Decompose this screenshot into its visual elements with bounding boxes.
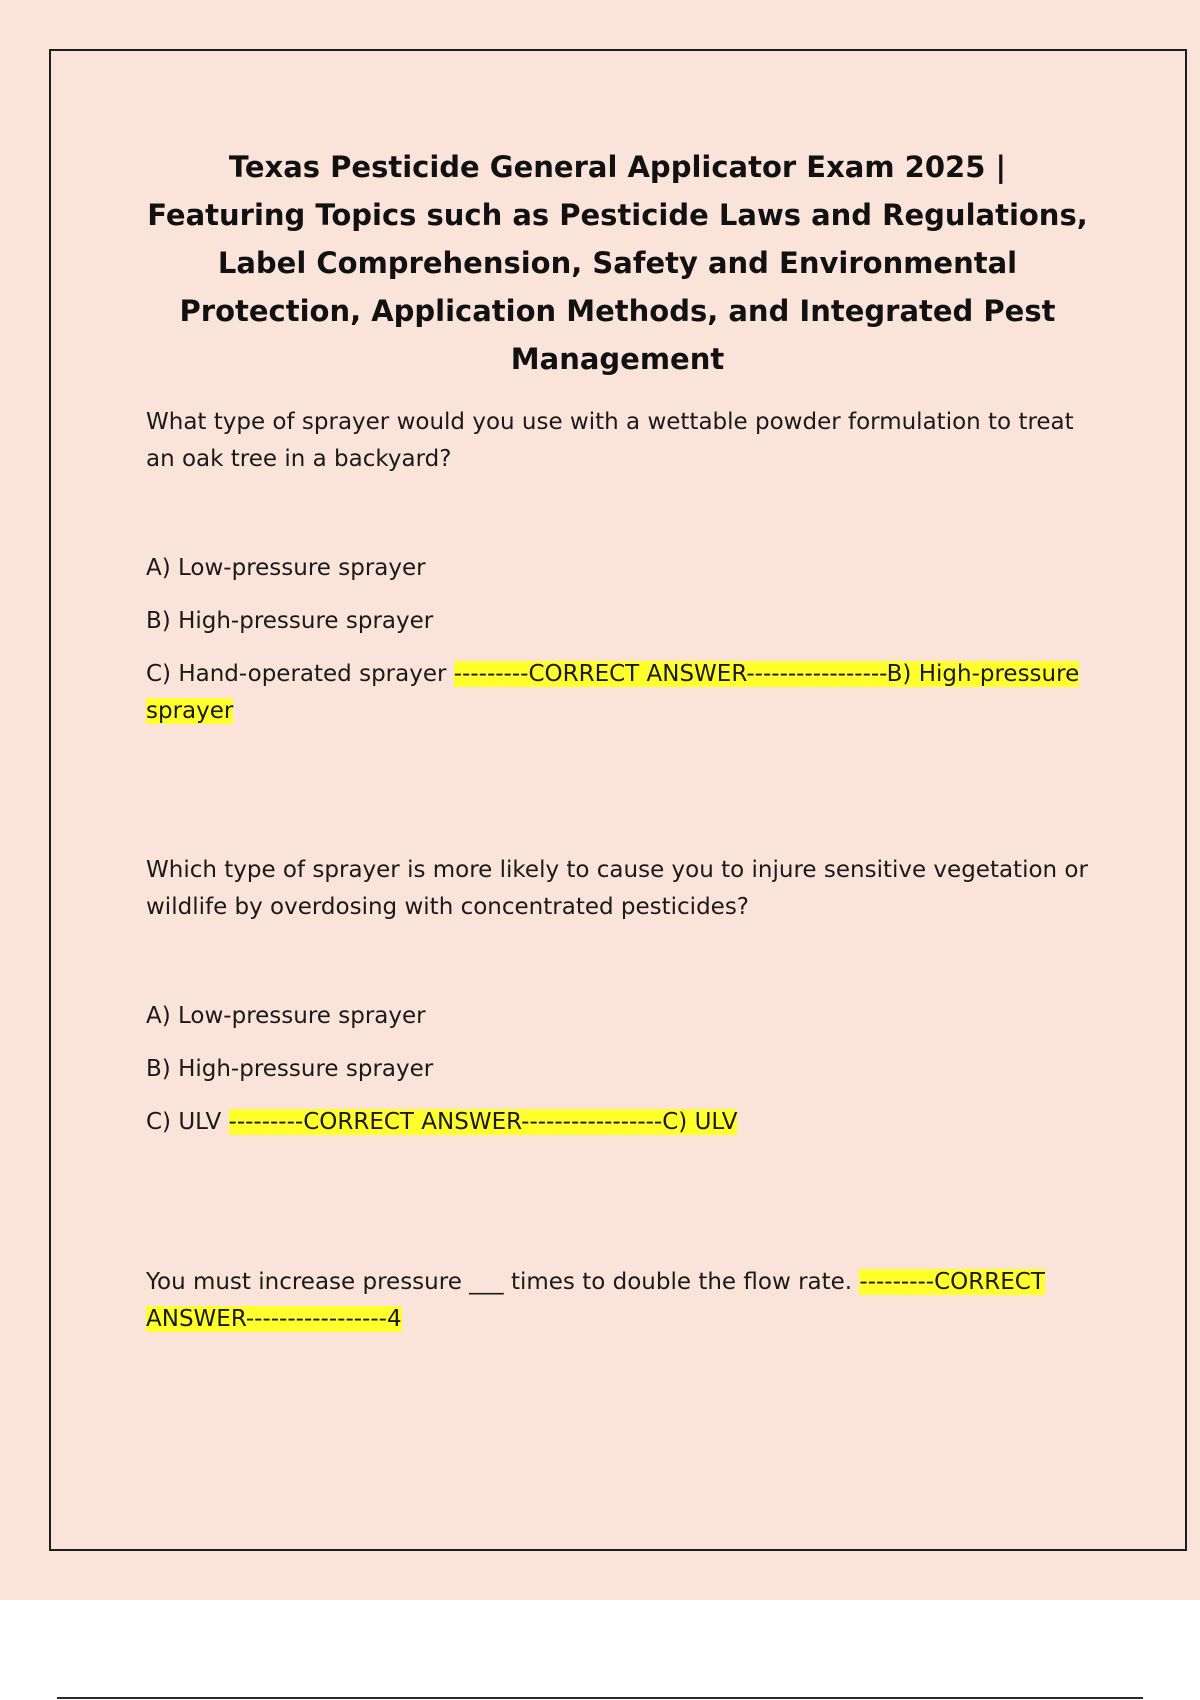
question-1-text: What type of sprayer would you use with a wettable powder formulation to treat an oak tree in a backyard?: [146, 409, 1074, 472]
question-2-option-c: C) ULV: [146, 1109, 222, 1135]
document-title: Texas Pesticide General Applicator Exam 2025 | Featuring Topics such as Pesticide Laws and Regulations, Label Comprehension, Safety and Environmental Protection, Application Methods, and Integrated Pest Management: [147, 150, 1088, 376]
question-2-text: Which type of sprayer is more likely to cause you to injure sensitive vegetation or wildlife by overdosing with concentrated pesticides?: [146, 857, 1088, 920]
question-2-option-b: B) High-pressure sprayer: [146, 1056, 434, 1082]
question-1-option-b: B) High-pressure sprayer: [146, 608, 434, 634]
question-3-line: [146, 1264, 1091, 1338]
question-3-answer: ---------CORRECT ANSWER-----------------4: [146, 1269, 1045, 1332]
question-2-option-c-line: [146, 1104, 1091, 1141]
question-2-option-a: A) Low-pressure sprayer: [146, 1003, 426, 1029]
footer-divider: [57, 1697, 1143, 1699]
question-2-answer: ---------CORRECT ANSWER-----------------C) ULV: [228, 1109, 738, 1135]
question-1-answer: ---------CORRECT ANSWER-----------------B) High-pressure sprayer: [146, 661, 1080, 724]
question-3-text: You must increase pressure ___ times to double the flow rate.: [146, 1269, 853, 1295]
question-1-option-c-line: [146, 656, 1091, 730]
question-1-option-a: A) Low-pressure sprayer: [146, 555, 426, 581]
question-1-option-c: C) Hand-operated sprayer: [146, 661, 447, 687]
